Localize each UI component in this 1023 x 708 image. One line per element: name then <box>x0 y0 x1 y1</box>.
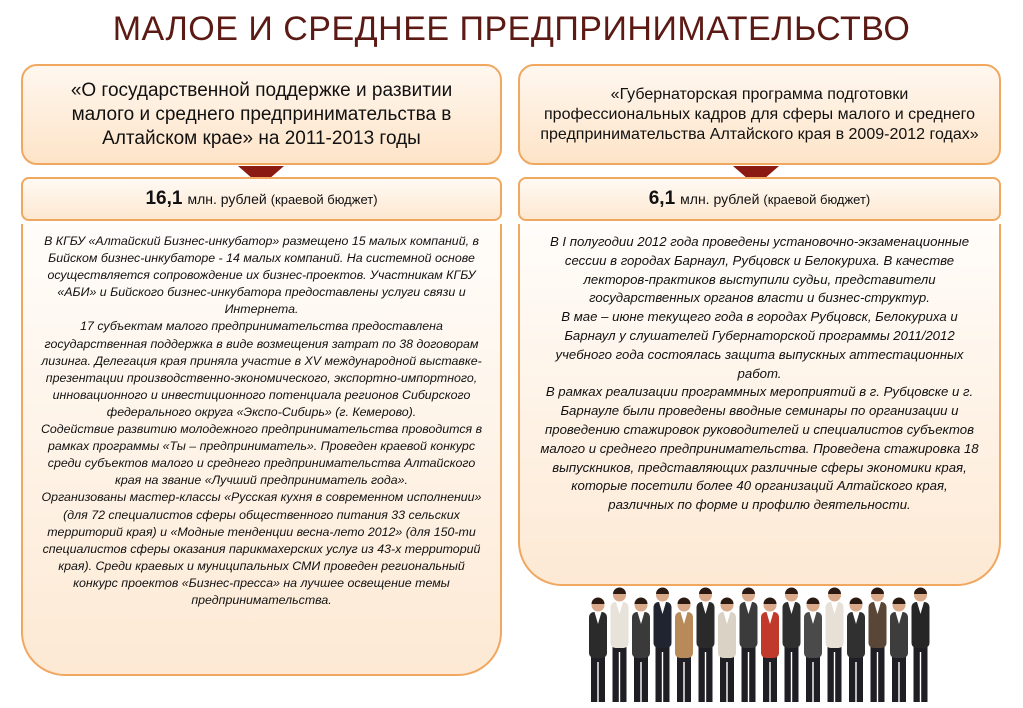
program-2-paragraph: В рамках реализации программных мероприятий в г. Рубцовске и г. Барнауле были проведены вводные семинары по организации и проведению стажировок руководителей и специалистов субъектов малого и среднего предпринимательства. Проведена стажировка 18 выпускников, представляющих различные сферы экономики края, которые посетили более 40 организаций Алтайского края, различных по форме и профилю деятельности. <box>540 384 979 513</box>
program-2-title: «Губернаторская программа подготовки профессиональных кадров для сферы малого и среднего предпринимательства Алтайского края в 2009-2012 годах» <box>540 85 979 143</box>
person-figure <box>912 588 930 703</box>
business-people-illustration <box>584 584 934 706</box>
program-1-title: «О государственной поддержке и развитии малого и среднего предпринимательства в Алтайском крае» на 2011-2013 годы <box>70 79 453 149</box>
program-2-paragraph: В I полугодии 2012 года проведены установочно-экзаменационные сессии в городах Барнаул, Рубцовск и Белокуриха. В качестве лекторов-практиков выступили судьи, представители государственных органов власти и бизнес-структур. <box>549 234 970 306</box>
person-figure <box>675 598 693 703</box>
program-1-budget-box <box>21 177 502 221</box>
program-1-details <box>21 224 502 676</box>
person-figure <box>740 588 758 703</box>
program-2-budget-unit: млн. рублей <box>680 191 760 207</box>
person-figure <box>718 598 736 703</box>
program-2-budget-box <box>518 177 1001 221</box>
program-2-budget-note: (краевой бюджет) <box>763 191 871 207</box>
person-figure <box>632 598 650 703</box>
person-figure <box>890 598 908 703</box>
program-2-title-box <box>518 64 1001 165</box>
person-figure <box>804 598 822 703</box>
program-1-budget-note: (краевой бюджет) <box>270 191 378 207</box>
program-1-paragraph: Организованы мастер-классы «Русская кухня в современном исполнении» (для 72 специалистов сферы общественного питания 33 сельских территорий края) и «Модные тенденции весна-лето 2012» (для 150-ти специалистов сферы оказания парикмахерских услуг из 43-х территорий края). Среди краевых и муниципальных СМИ проведен региональный конкурс проектов «Бизнес-пресса» на лучшее освещение темы предпринимательства. <box>41 490 482 607</box>
program-1-paragraph: 17 субъектам малого предпринимательства предоставлена государственная поддержка в виде возмещения затрат по 38 договорам лизинга. Делегация края приняла участие в XV международной выставке-презентации производственно-экономического, экспортно-импортного, инновационного и инвестиционного потенциала регионов Сибирского федерального округа «Экспо-Сибирь» (г. Кемерово). <box>41 319 482 419</box>
program-2-details <box>518 224 1001 586</box>
program-1-paragraph: В КГБУ «Алтайский Бизнес-инкубатор» размещено 15 малых компаний, в Бийском бизнес-инкубаторе - 14 малых компаний. На системной основе осуществляется сопровождение их бизнес-проектов. Участникам КГБУ «АБИ» и Бийского бизнес-инкубатора предоставлены услуги связи и Интернета. <box>44 234 479 317</box>
person-figure <box>611 588 629 703</box>
person-figure <box>783 588 801 702</box>
program-1-budget-unit: млн. рублей <box>187 191 267 207</box>
page-title: МАЛОЕ И СРЕДНЕЕ ПРЕДПРИНИМАТЕЛЬСТВО <box>112 10 911 48</box>
program-1-budget-value: 16,1 <box>145 188 183 209</box>
person-figure <box>654 588 672 703</box>
person-figure <box>869 588 887 703</box>
program-1-title-box <box>21 64 502 165</box>
person-figure <box>761 598 779 703</box>
program-2-paragraph: В мае – июне текущего года в городах Рубцовск, Белокуриха и Барнаул у слушателей Губернаторской программы 2011/2012 учебного года состоялась защита выпускных аттестационных работ. <box>555 309 964 381</box>
person-figure <box>589 598 607 703</box>
program-2-budget-value: 6,1 <box>648 188 676 209</box>
person-figure <box>826 588 844 703</box>
person-figure <box>847 598 865 703</box>
person-figure <box>697 588 715 703</box>
program-1-paragraph: Содействие развитию молодежного предпринимательства проводится в рамках программы «Ты – предприниматель». Проведен краевой конкурс среди субъектов малого и среднего предпринимательства Алтайского края на звание «Лучший предприниматель года». <box>40 422 483 488</box>
